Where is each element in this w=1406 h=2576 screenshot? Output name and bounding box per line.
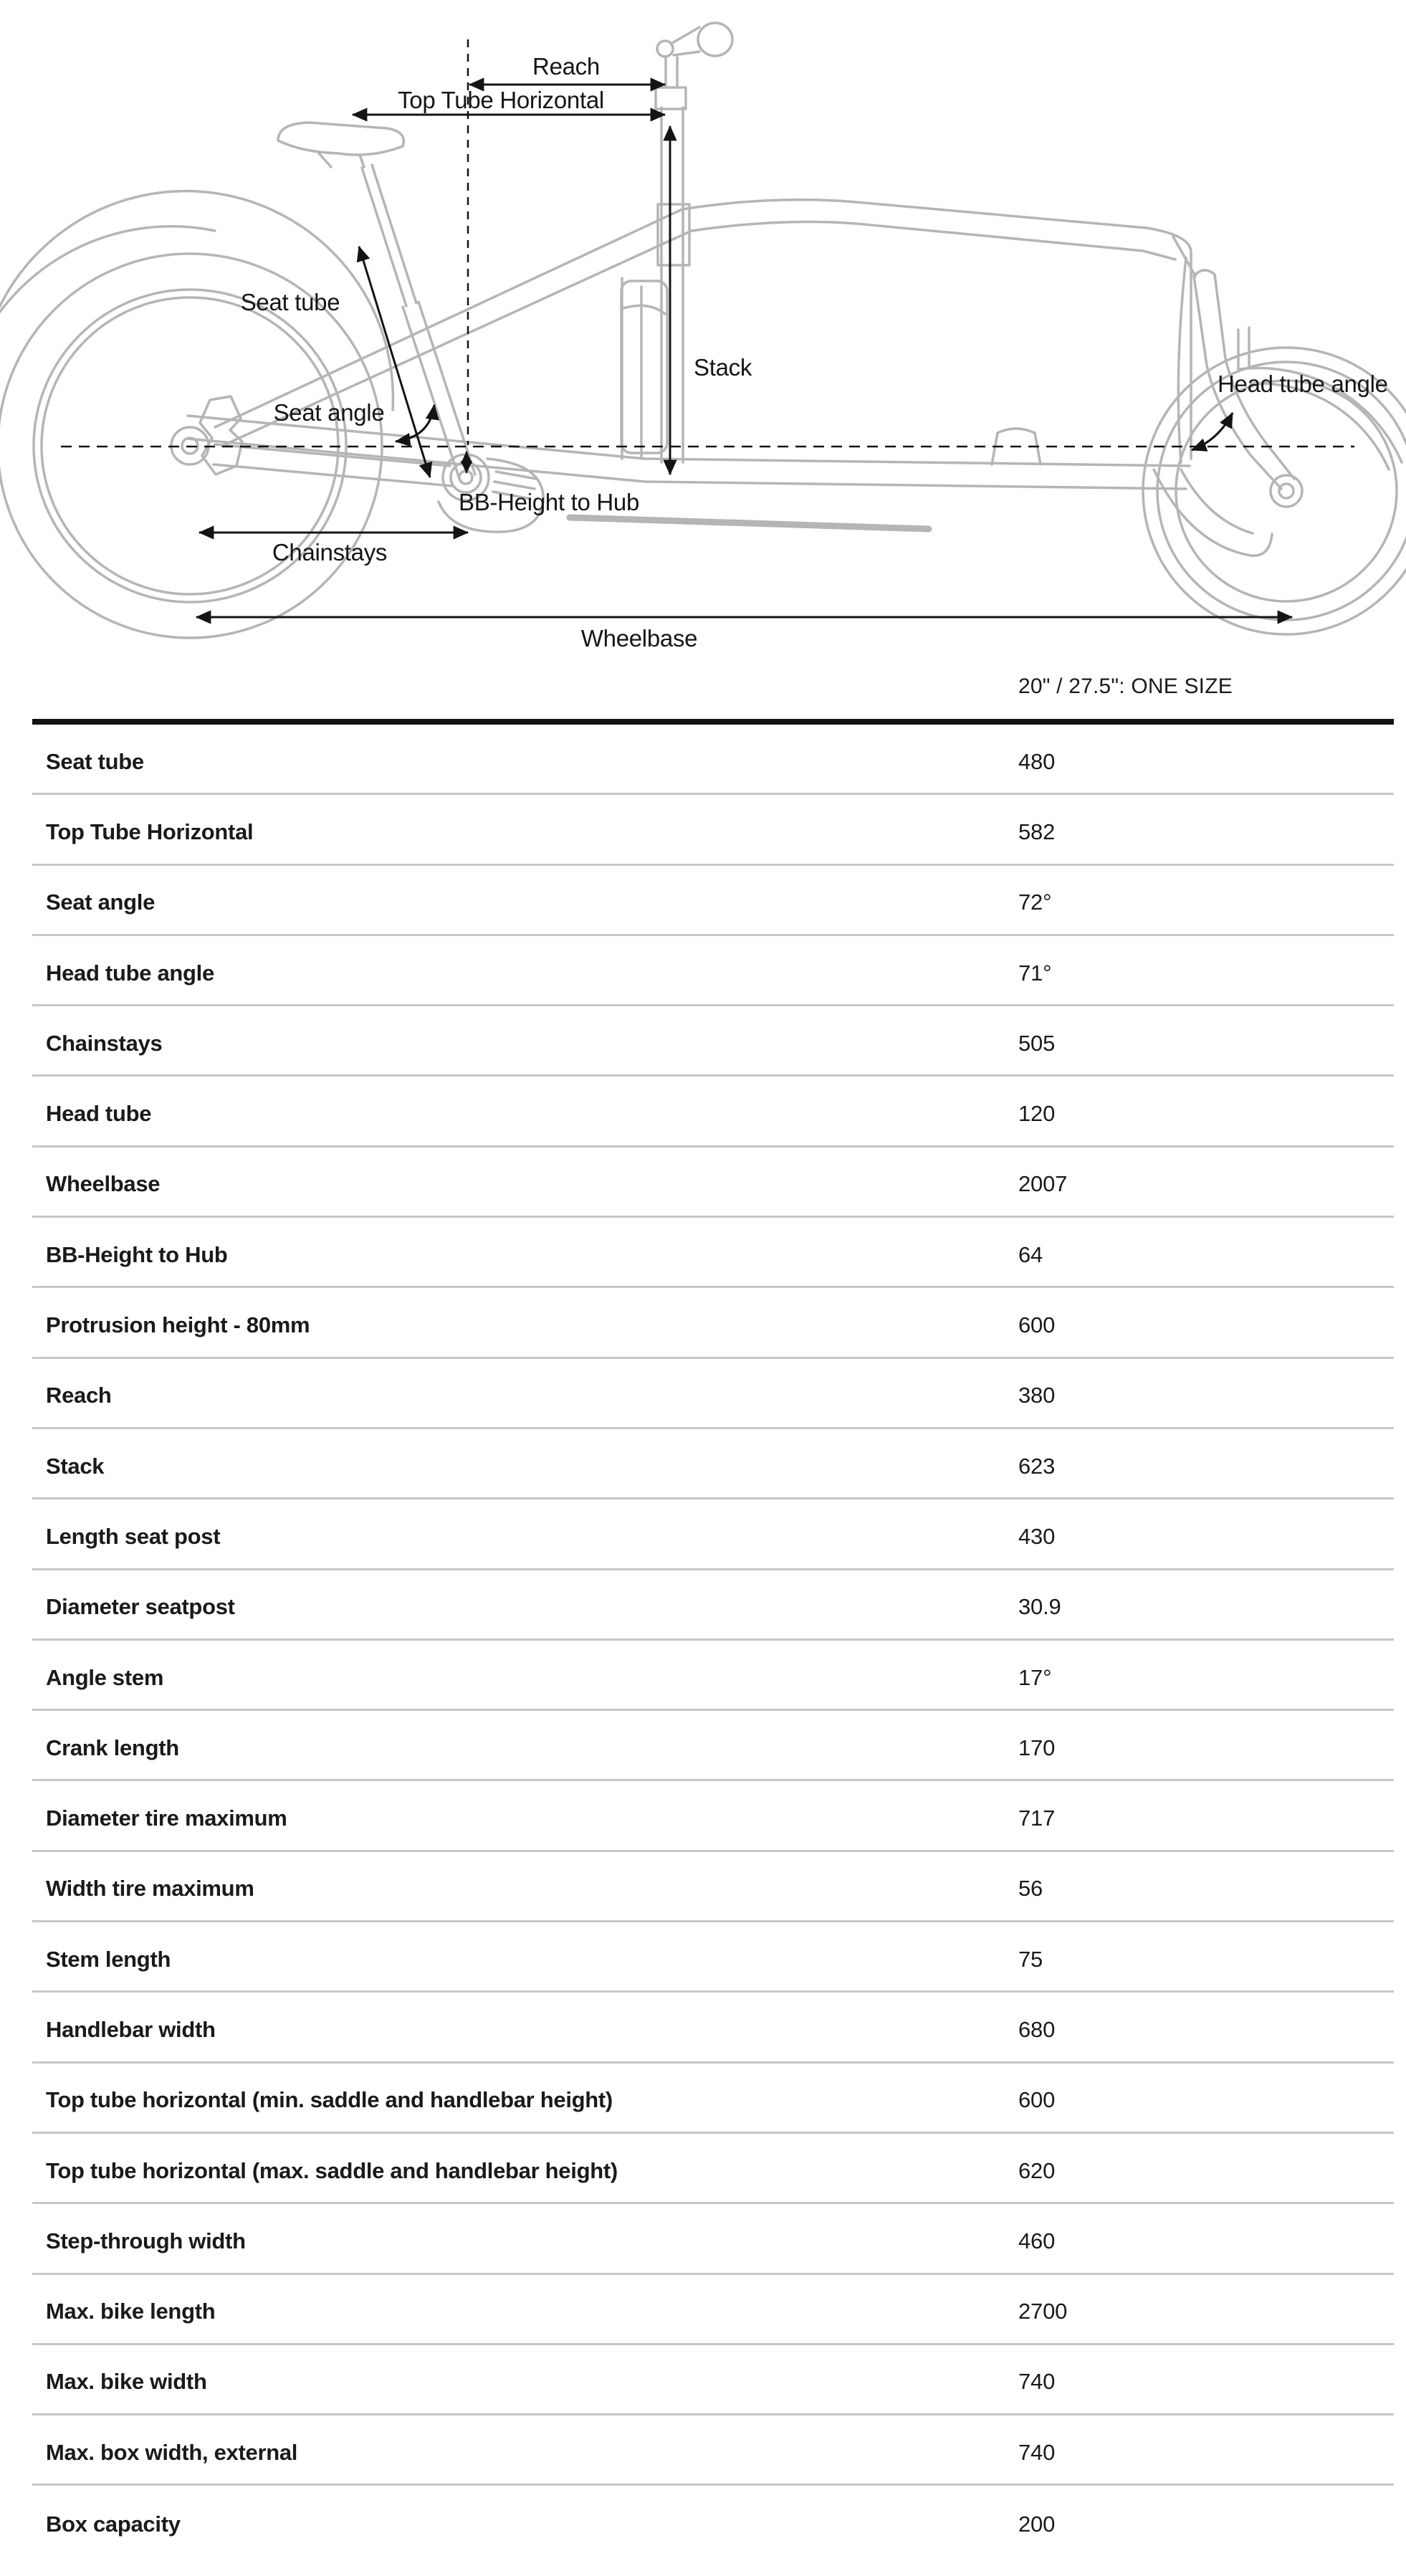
- row-value: 2700: [1018, 2299, 1068, 2324]
- row-label: Max. bike length: [46, 2299, 216, 2324]
- row-value: 680: [1018, 2016, 1056, 2042]
- table-row: [32, 1077, 1394, 1147]
- row-label: Seat tube: [46, 748, 144, 774]
- row-value: 64: [1018, 1241, 1043, 1267]
- table-row: [32, 1148, 1394, 1218]
- table-row: [32, 1006, 1394, 1077]
- row-value: 623: [1018, 1453, 1056, 1479]
- row-label: Crank length: [46, 1735, 179, 1760]
- reach-label: Reach: [532, 53, 600, 80]
- row-label: Seat angle: [46, 889, 156, 915]
- wheelbase-label: Wheelbase: [580, 625, 698, 652]
- table-row: [32, 1499, 1394, 1570]
- row-label: Wheelbase: [46, 1171, 161, 1197]
- row-value: 170: [1018, 1735, 1056, 1760]
- table-row: [32, 1429, 1394, 1499]
- table-row: [32, 725, 1394, 795]
- table-row: [32, 1570, 1394, 1641]
- row-value: 460: [1018, 2228, 1056, 2253]
- table-row: [32, 936, 1394, 1006]
- row-value: 75: [1018, 1946, 1043, 1972]
- row-value: 740: [1018, 2369, 1056, 2395]
- table-row: [32, 1218, 1394, 1288]
- row-label: Diameter seatpost: [46, 1594, 235, 1620]
- head-tube-angle-label: Head tube angle: [1218, 371, 1388, 397]
- table-row: [32, 2486, 1394, 2556]
- top-tube-horizontal-label: Top Tube Horizontal: [398, 87, 604, 113]
- row-label: Head tube: [46, 1101, 152, 1127]
- row-value: 71°: [1018, 960, 1052, 986]
- cargo-bike-drawing: [0, 23, 1406, 638]
- row-value: 2007: [1018, 1171, 1068, 1197]
- row-label: Step-through width: [46, 2228, 246, 2253]
- row-value: 200: [1018, 2511, 1056, 2537]
- row-value: 480: [1018, 748, 1056, 774]
- size-column-header: 20" / 27.5": ONE SIZE: [1018, 674, 1233, 698]
- table-row: [32, 1359, 1394, 1429]
- table-row: [32, 1852, 1394, 1922]
- row-label: Top tube horizontal (min. saddle and handlebar height): [46, 2087, 613, 2113]
- row-label: Head tube angle: [46, 960, 214, 986]
- row-label: Diameter tire maximum: [46, 1805, 287, 1831]
- table-row: [32, 1922, 1394, 1993]
- row-value: 582: [1018, 819, 1056, 844]
- row-label: Angle stem: [46, 1664, 164, 1690]
- row-label: BB-Height to Hub: [46, 1241, 228, 1267]
- row-label: Handlebar width: [46, 2016, 216, 2042]
- table-row: [32, 1641, 1394, 1711]
- handlebar-end: [657, 41, 673, 57]
- bb-height-to-hub-label: BB-Height to Hub: [459, 489, 639, 515]
- table-row: [32, 2134, 1394, 2204]
- bike-geometry-diagram: [0, 0, 1406, 674]
- row-label: Reach: [46, 1383, 112, 1408]
- handlebar-grip: [698, 23, 732, 56]
- row-label: Top tube horizontal (max. saddle and handlebar height): [46, 2157, 618, 2183]
- row-label: Length seat post: [46, 1523, 221, 1549]
- row-value: 430: [1018, 1523, 1056, 1549]
- table-row: [32, 866, 1394, 936]
- seat-tube-arrow: [359, 247, 430, 477]
- row-value: 740: [1018, 2439, 1056, 2465]
- table-row: [32, 1288, 1394, 1358]
- row-label: Box capacity: [46, 2511, 181, 2537]
- table-row: [32, 1781, 1394, 1851]
- row-value: 17°: [1018, 1664, 1052, 1690]
- row-label: Stack: [46, 1453, 105, 1479]
- table-row: [32, 2345, 1394, 2415]
- stack-label: Stack: [694, 354, 752, 381]
- row-value: 30.9: [1018, 1594, 1061, 1620]
- row-label: Protrusion height - 80mm: [46, 1312, 310, 1338]
- table-row: [32, 2275, 1394, 2345]
- geometry-table: [32, 719, 1394, 2557]
- row-label: Top Tube Horizontal: [46, 819, 254, 844]
- row-value: 72°: [1018, 889, 1052, 915]
- row-value: 620: [1018, 2157, 1056, 2183]
- row-label: Chainstays: [46, 1030, 163, 1056]
- table-row: [32, 2204, 1394, 2274]
- table-row: [32, 1711, 1394, 1781]
- row-value: 505: [1018, 1030, 1056, 1056]
- row-label: Max. box width, external: [46, 2439, 298, 2465]
- table-row: [32, 2064, 1394, 2134]
- row-value: 380: [1018, 1383, 1056, 1408]
- row-label: Max. bike width: [46, 2369, 207, 2395]
- saddle: [278, 123, 403, 155]
- row-value: 120: [1018, 1101, 1056, 1127]
- row-label: Stem length: [46, 1946, 171, 1972]
- dimension-lines: [61, 39, 1354, 617]
- table-row: [32, 2415, 1394, 2486]
- row-value: 600: [1018, 1312, 1056, 1338]
- seat-tube-label: Seat tube: [240, 289, 340, 315]
- row-value: 717: [1018, 1805, 1056, 1831]
- row-value: 56: [1018, 1876, 1043, 1902]
- table-row: [32, 795, 1394, 865]
- chainstays-label: Chainstays: [272, 539, 388, 566]
- seat-angle-label: Seat angle: [273, 399, 385, 426]
- table-row: [32, 1993, 1394, 2063]
- row-value: 600: [1018, 2087, 1056, 2113]
- row-label: Width tire maximum: [46, 1876, 254, 1902]
